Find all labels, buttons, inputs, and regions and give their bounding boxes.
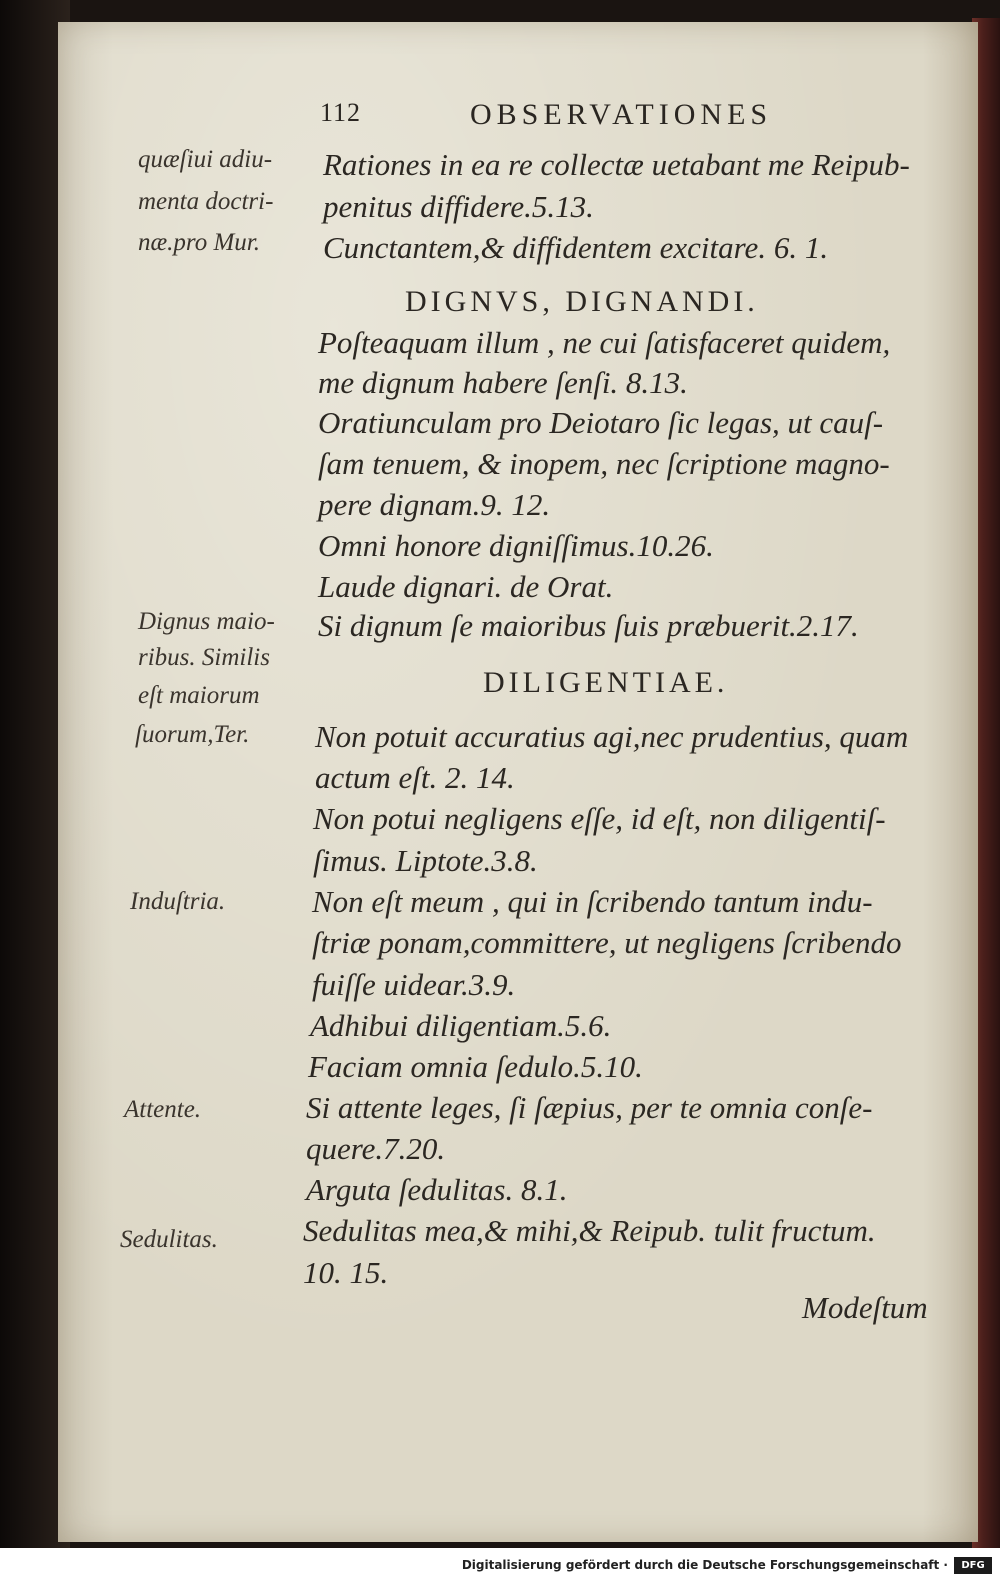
text-line: Si dignum ſe maioribus ſuis præbuerit.2.17. bbox=[318, 608, 859, 643]
text-line: actum eſt. 2. 14. bbox=[315, 760, 515, 795]
margin-note: Sedulitas. bbox=[120, 1226, 218, 1253]
text-line: ſimus. Liptote.3.8. bbox=[313, 843, 538, 878]
text-line: Non eſt meum , qui in ſcribendo tantum indu- bbox=[312, 884, 873, 919]
text-line: Non potui negligens eſſe, id eſt, non diligentiſ- bbox=[313, 801, 886, 836]
text-line: Faciam omnia ſedulo.5.10. bbox=[308, 1049, 643, 1084]
text-line: Sedulitas mea,& mihi,& Reipub. tulit fructum. bbox=[303, 1213, 876, 1248]
text-line: Cunctantem,& diffidentem excitare. 6. 1. bbox=[323, 230, 829, 265]
dfg-logo: DFG bbox=[954, 1557, 992, 1574]
text-line: 10. 15. bbox=[303, 1255, 389, 1290]
text-line: Omni honore digniſſimus.10.26. bbox=[318, 528, 714, 563]
margin-note: menta doctri- bbox=[138, 188, 274, 215]
text-line: Poſteaquam illum , ne cui ſatisfaceret quidem, bbox=[318, 325, 891, 360]
text-line: Rationes in ea re collectæ uetabant me Reipub- bbox=[323, 147, 910, 182]
margin-note: quæſiui adiu- bbox=[138, 146, 273, 173]
text-line: me dignum habere ſenſi. 8.13. bbox=[318, 365, 688, 400]
text-line: ſam tenuem, & inopem, nec ſcriptione magno- bbox=[318, 446, 890, 481]
margin-note: ſuorum,Ter. bbox=[135, 721, 250, 748]
page-header bbox=[320, 98, 880, 138]
text-line: Adhibui diligentiam.5.6. bbox=[310, 1008, 612, 1043]
text-line: quere.7.20. bbox=[306, 1131, 446, 1166]
footer-credit: Digitalisierung gefördert durch die Deutsche Forschungsgemeinschaft · bbox=[461, 1558, 948, 1572]
text-line: fuiſſe uidear.3.9. bbox=[312, 967, 516, 1002]
margin-note: eſt maiorum bbox=[138, 682, 260, 709]
margin-note: Dignus maio- bbox=[138, 608, 275, 635]
margin-note: Attente. bbox=[124, 1096, 202, 1123]
section-heading: DIGNVS, DIGNANDI. bbox=[405, 285, 759, 318]
text-line: Laude dignari. de Orat. bbox=[318, 569, 614, 604]
running-head: OBSERVATIONES bbox=[470, 98, 773, 131]
text-line: pere dignam.9. 12. bbox=[318, 487, 551, 522]
catchword: Modeſtum bbox=[802, 1290, 928, 1325]
text-line: penitus diffidere.5.13. bbox=[323, 189, 594, 224]
text-line: Oratiunculam pro Deiotaro ſic legas, ut cauſ- bbox=[318, 405, 884, 440]
margin-note: næ.pro Mur. bbox=[138, 229, 261, 256]
digitization-footer bbox=[0, 1548, 1000, 1585]
text-line: Non potuit accuratius agi,nec prudentius, quam bbox=[315, 719, 909, 754]
text-line: ſtriæ ponam,committere, ut negligens ſcribendo bbox=[312, 925, 902, 960]
text-line: Si attente leges, ſi ſæpius, per te omnia conſe- bbox=[306, 1090, 873, 1125]
text-line: Arguta ſedulitas. 8.1. bbox=[306, 1172, 568, 1207]
section-heading: DILIGENTIAE. bbox=[483, 666, 729, 699]
margin-note: Induſtria. bbox=[130, 888, 226, 915]
page-number: 112 bbox=[320, 98, 362, 127]
margin-note: ribus. Similis bbox=[138, 644, 270, 671]
